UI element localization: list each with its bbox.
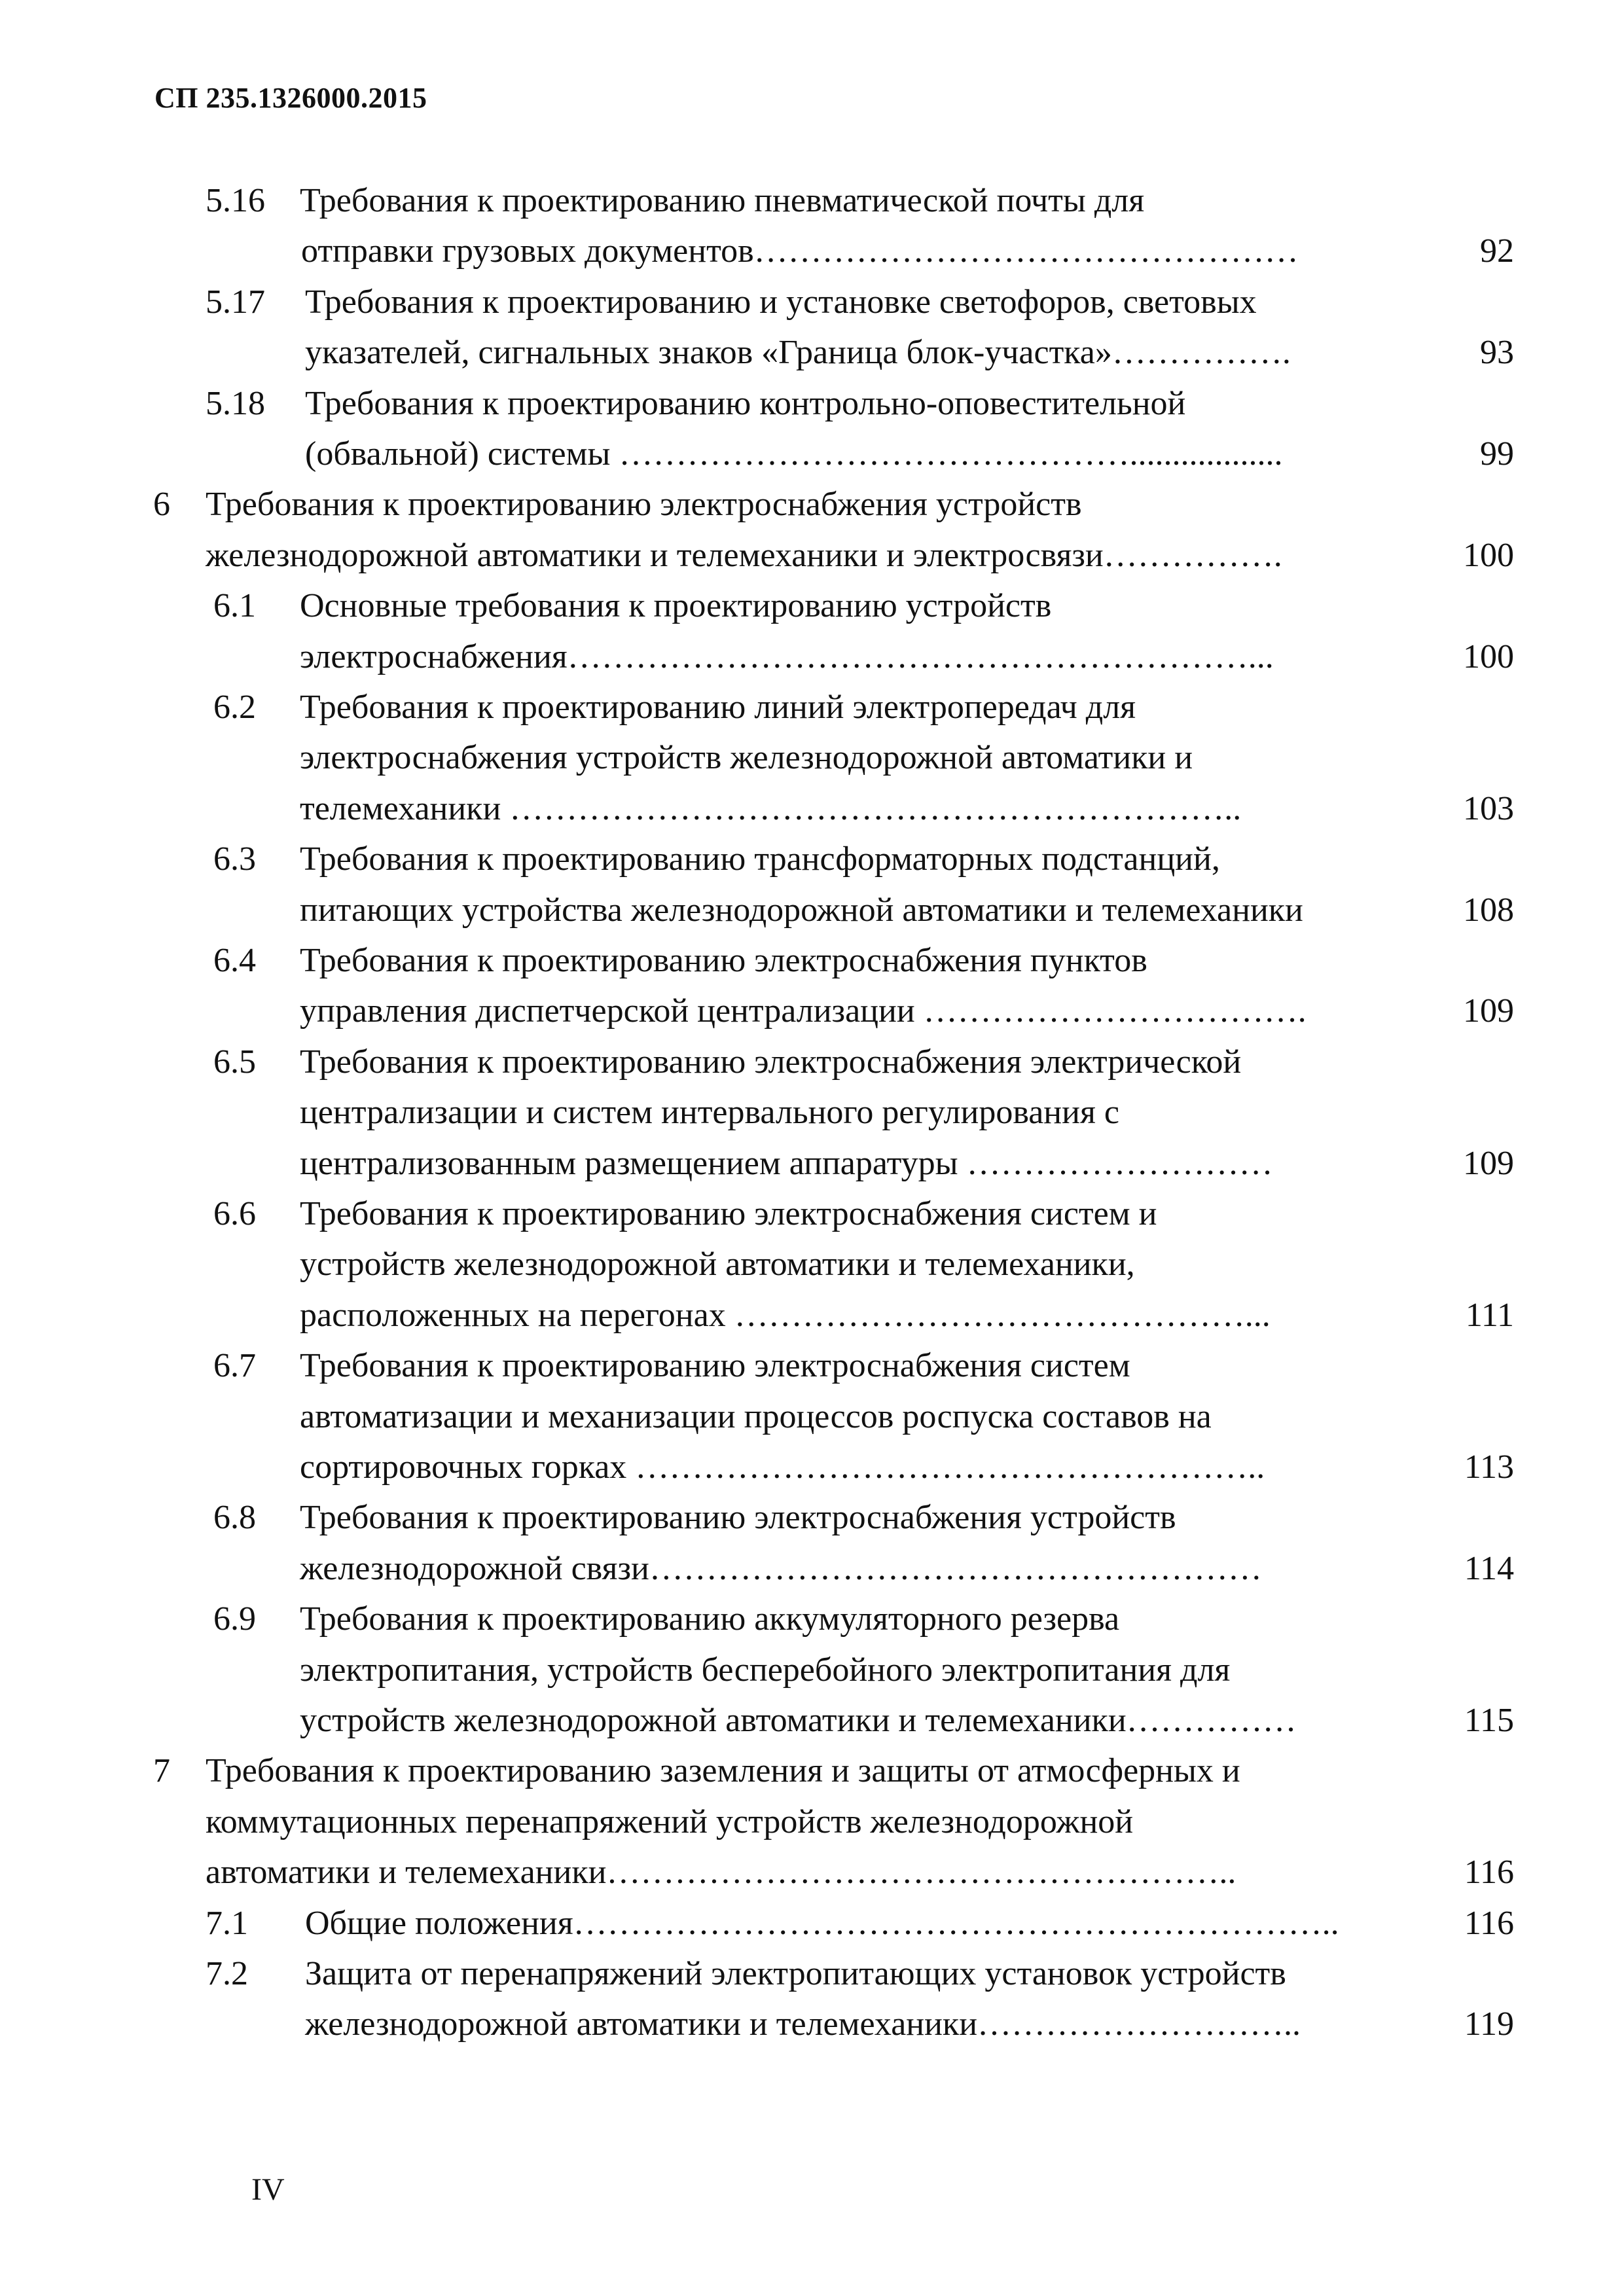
toc-entry-page: 109: [1463, 992, 1514, 1030]
toc-entry-page: 113: [1464, 1448, 1514, 1486]
toc-entry-title-line: Требования к проектированию трансформаторных подстанций,: [300, 840, 1220, 878]
toc-entry-page: 100: [1463, 637, 1514, 675]
toc-entry-number: 6.7: [213, 1347, 256, 1385]
toc-entry-title-line: автоматики и телемеханики………………………………………………..: [206, 1854, 1236, 1892]
toc-entry-title-line: Общие положения…………………………………………………………..: [305, 1904, 1339, 1942]
toc-entry-number: 5.17: [206, 283, 265, 321]
toc-entry-title-line: Требования к проектированию электроснабжения электрической: [300, 1043, 1242, 1081]
toc-entry-title-line: устройств железнодорожной автоматики и телемеханики……………: [300, 1702, 1297, 1739]
toc-entry-title-line: электроснабжения……………………………………………………...: [300, 637, 1274, 675]
toc-entry-page: 116: [1464, 1904, 1514, 1942]
toc-entry-title-line: отправки грузовых документов…………………………………………: [301, 232, 1299, 270]
toc-entry-number: 7: [153, 1752, 170, 1790]
toc-entry-page: 100: [1463, 536, 1514, 574]
toc-entry-number: 5.18: [206, 384, 265, 422]
toc-entry-title-line: Требования к проектированию электроснабжения пунктов: [300, 942, 1147, 979]
toc-entry-title-line: Основные требования к проектированию устройств: [300, 587, 1052, 625]
toc-entry-title-line: Требования к проектированию электроснабжения устройств: [300, 1499, 1176, 1537]
toc-entry-title-line: Требования к проектированию электроснабжения систем и: [300, 1195, 1157, 1232]
toc-entry-number: 6.8: [213, 1499, 256, 1537]
toc-entry-page: 99: [1480, 435, 1514, 473]
toc-entry-number: 6.1: [213, 587, 256, 625]
toc-entry-page: 93: [1480, 334, 1514, 372]
toc-entry-page: 115: [1464, 1702, 1514, 1739]
toc-entry-page: 116: [1464, 1854, 1514, 1892]
toc-entry-title-line: телемеханики ………………………………………………………..: [300, 789, 1242, 827]
toc-entry-title-line: Требования к проектированию линий электропередач для: [300, 689, 1136, 726]
page-number-footer: IV: [251, 2172, 285, 2207]
toc-entry-number: 6.5: [213, 1043, 256, 1081]
toc-entry-page: 92: [1480, 232, 1514, 270]
toc-entry-title-line: Защита от перенапряжений электропитающих установок устройств: [305, 1955, 1286, 1992]
toc-entry-title-line: расположенных на перегонах ………………………………………...: [300, 1296, 1271, 1334]
toc-entry-title-line: электроснабжения устройств железнодорожной автоматики и: [300, 739, 1193, 777]
toc-entry-number: 6.3: [213, 840, 256, 878]
toc-entry-number: 6.2: [213, 689, 256, 726]
toc-entry-title-line: (обвальной) системы ………………………………………..................: [305, 435, 1283, 473]
toc-entry-number: 6.9: [213, 1600, 256, 1638]
toc-entry-title-line: указателей, сигнальных знаков «Граница блок-участка»…………….: [305, 334, 1291, 372]
toc-entry-title-line: Требования к проектированию аккумуляторного резерва: [300, 1600, 1120, 1638]
toc-entry-title-line: Требования к проектированию электроснабжения систем: [300, 1347, 1130, 1385]
toc-entry-page: 108: [1463, 891, 1514, 929]
toc-entry-number: 6.6: [213, 1195, 256, 1232]
toc-entry-title-line: электропитания, устройств бесперебойного электропитания для: [300, 1651, 1231, 1689]
toc-entry-title-line: централизации и систем интервального регулирования с: [300, 1094, 1119, 1132]
toc-entry-title-line: питающих устройства железнодорожной автоматики и телемеханики: [300, 891, 1303, 929]
toc-entry-title-line: автоматизации и механизации процессов роспуска составов на: [300, 1397, 1212, 1435]
toc-entry-number: 7.1: [206, 1904, 248, 1942]
toc-entry-page: 119: [1464, 2005, 1514, 2043]
toc-entry-page: 103: [1463, 789, 1514, 827]
toc-entry-title-line: железнодорожной связи………………………………………………: [300, 1549, 1262, 1587]
toc-entry-title-line: коммутационных перенапряжений устройств железнодорожной: [206, 1803, 1134, 1840]
toc-entry-number: 7.2: [206, 1955, 248, 1992]
toc-entry-page: 109: [1463, 1144, 1514, 1182]
toc-entry-title-line: сортировочных горках ………………………………………………..: [300, 1448, 1265, 1486]
document-code-header: СП 235.1326000.2015: [154, 82, 427, 114]
toc-entry-title-line: управления диспетчерской централизации …………………………….: [300, 992, 1307, 1030]
toc-entry-number: 5.16: [206, 182, 265, 219]
toc-entry-page: 111: [1465, 1296, 1514, 1334]
toc-entry-number: 6.4: [213, 942, 256, 979]
toc-entry-title-line: Требования к проектированию электроснабжения устройств: [206, 486, 1082, 524]
toc-entry-number: 6: [153, 486, 170, 524]
toc-entry-title-line: железнодорожной автоматики и телемеханики………………………..: [305, 2005, 1301, 2043]
toc-entry-page: 114: [1464, 1549, 1514, 1587]
toc-entry-title-line: Требования к проектированию и установке светофоров, световых: [305, 283, 1257, 321]
toc-entry-title-line: Требования к проектированию контрольно-оповестительной: [305, 384, 1186, 422]
toc-entry-title-line: Требования к проектированию заземления и защиты от атмосферных и: [206, 1752, 1240, 1790]
toc-entry-title-line: устройств железнодорожной автоматики и телемеханики,: [300, 1246, 1135, 1283]
toc-entry-title-line: Требования к проектированию пневматической почты для: [300, 182, 1145, 219]
toc-entry-title-line: централизованным размещением аппаратуры ………………………: [300, 1144, 1273, 1182]
toc-entry-title-line: железнодорожной автоматики и телемеханики и электросвязи…………….: [206, 536, 1282, 574]
